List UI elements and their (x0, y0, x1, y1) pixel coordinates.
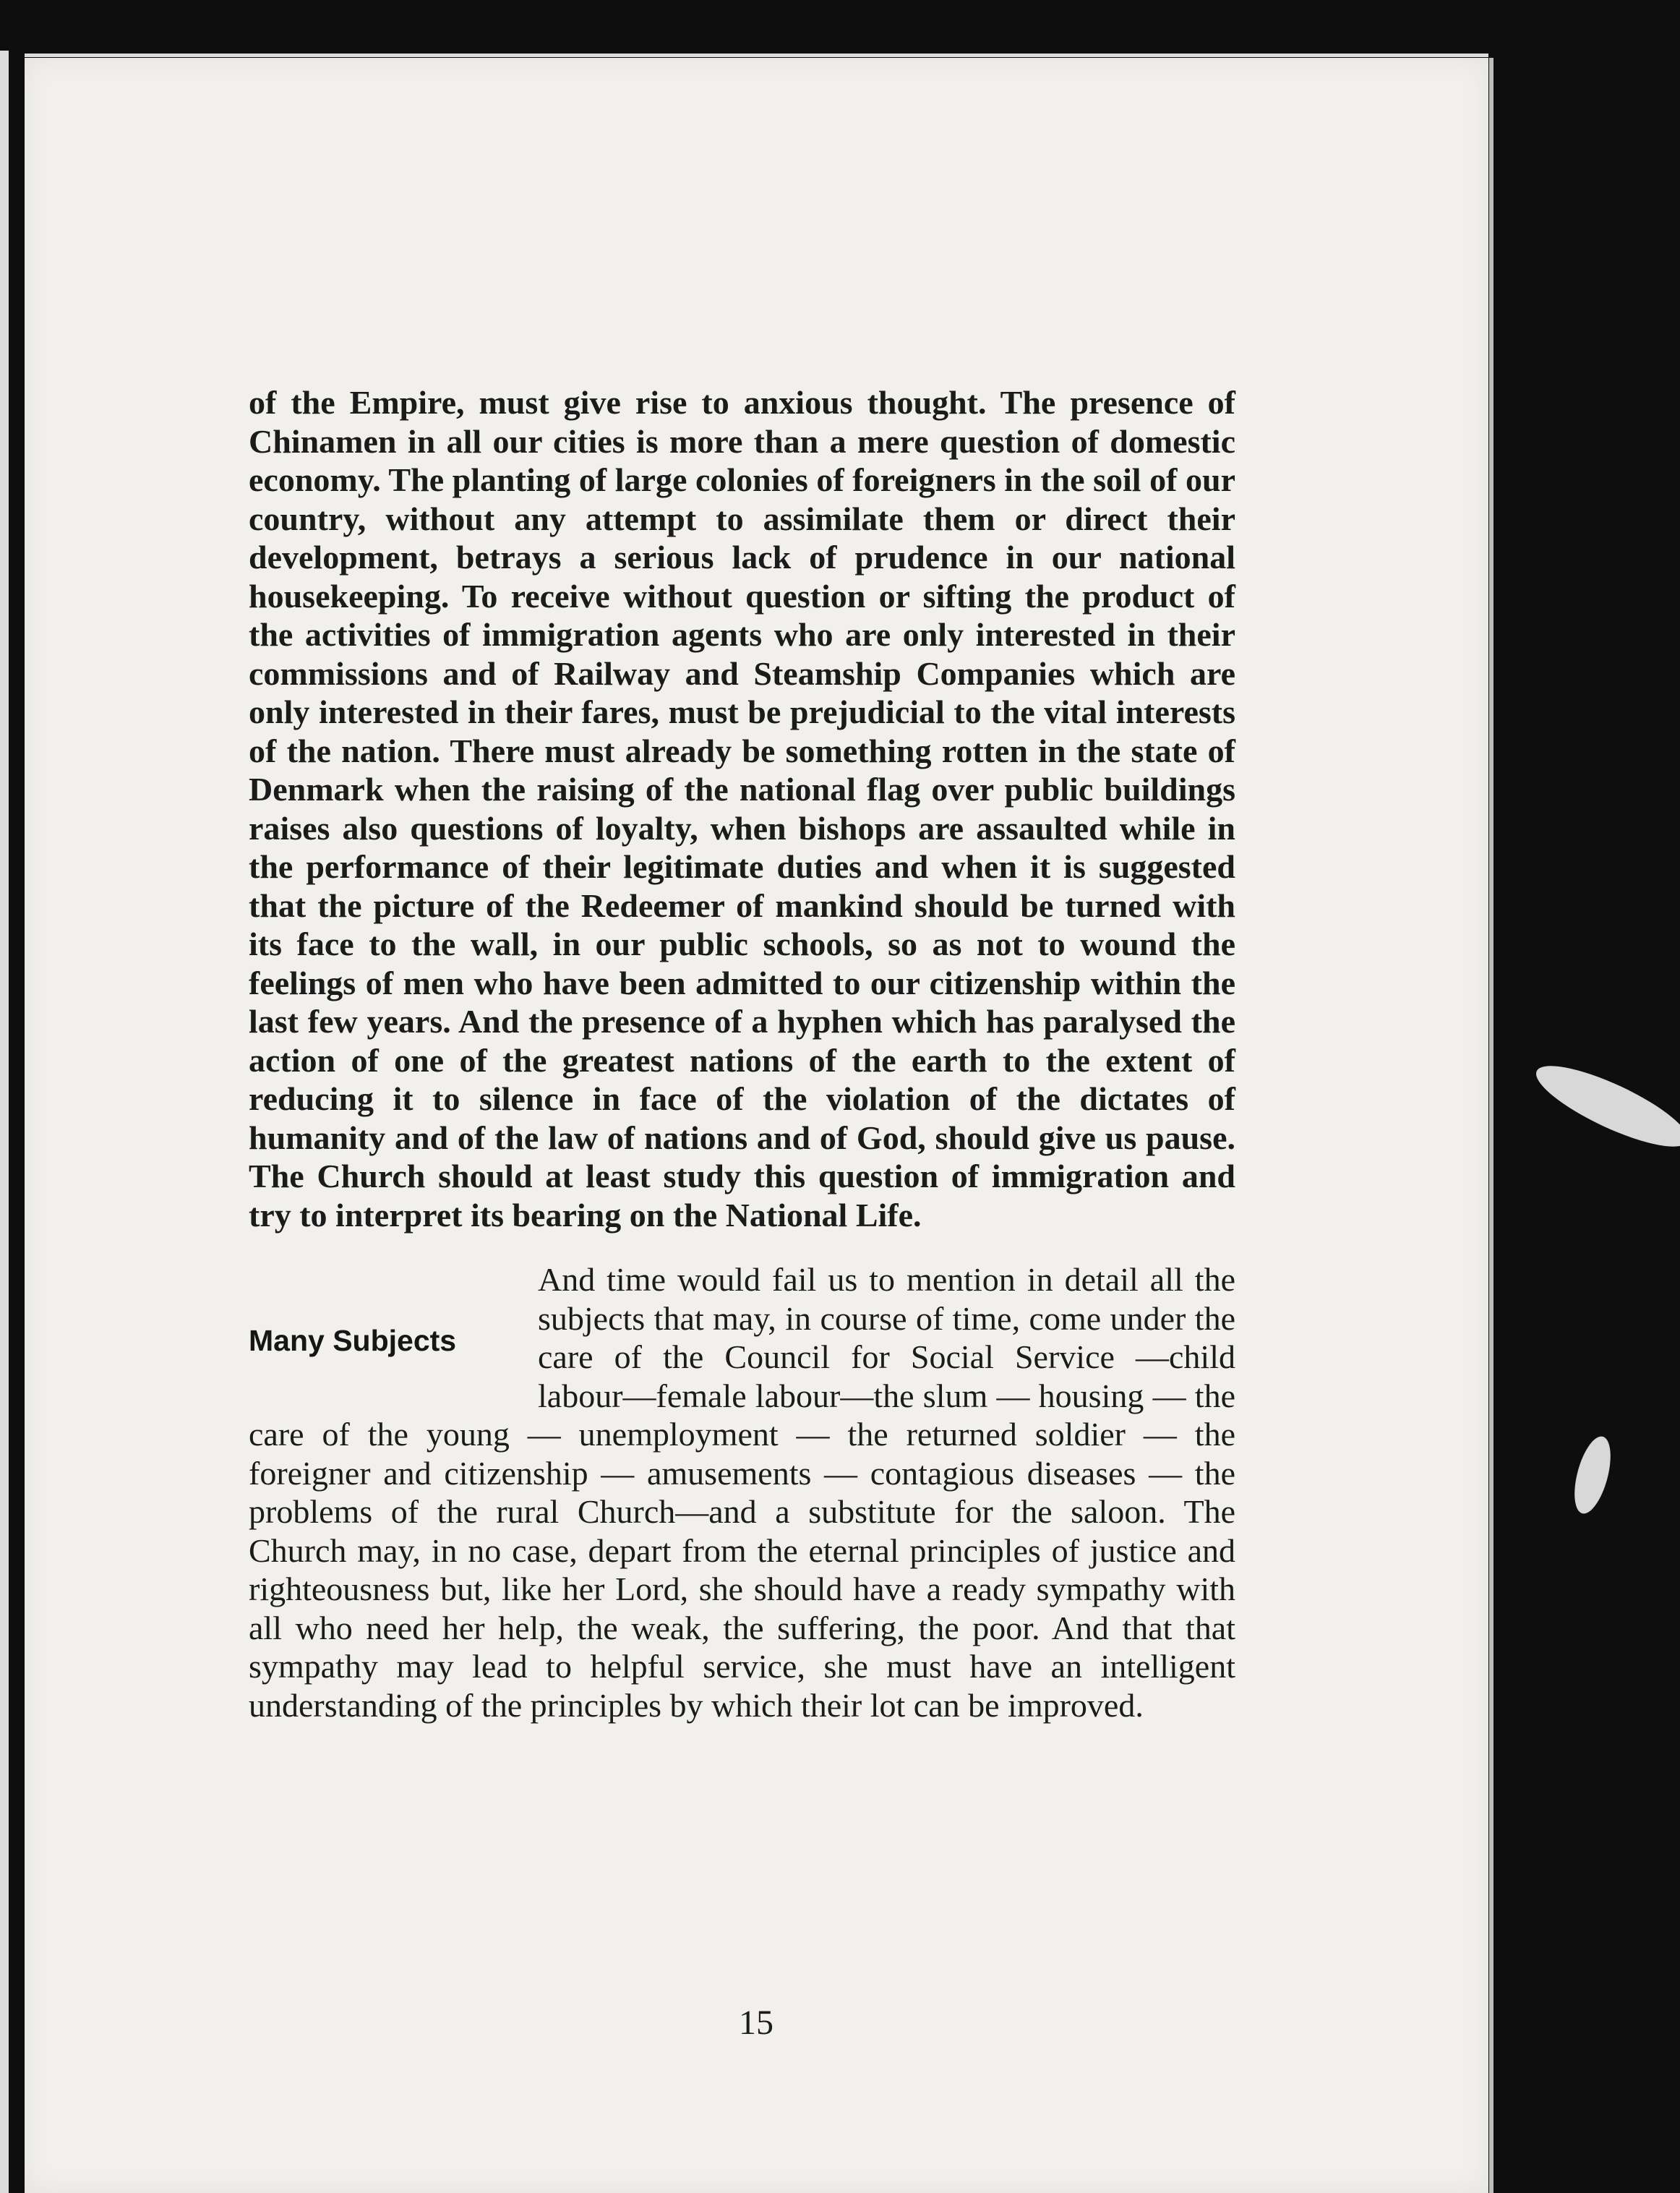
scan-artifact (1567, 1432, 1617, 1517)
document-page (25, 58, 1488, 2193)
left-edge-strip (0, 51, 9, 2193)
scan-artifact (1527, 1051, 1680, 1161)
paragraph-1: of the Empire, must give rise to anxious thought. The presence of Chinamen in all our cities is more than a mere question of domestic economy. The planting of large colonies of foreigners in the soil of our country, without any attempt to assimilate them or direct their development, betrays a serious lack of prudence in our national housekeeping. To receive without question or sifting the product of the activities of immigration agents who are only interested in their commissions and of Railway and Steamship Companies which are only interested in their fares, must be prejudicial to the vital interests of the nation. There must already be something rotten in the state of Denmark when the raising of the national flag over public buildings raises also questions of loyalty, when bishops are assaulted while in the performance of their legitimate duties and when it is suggested that the picture of the Redeemer of mankind should be turned with its face to the wall, in our public schools, so as not to wound the feelings of men who have been admitted to our citizenship within the last few years. And the presence of a hyphen which has paralysed the action of one of the greatest nations of the earth to the extent of reducing it to silence in face of the violation of the dictates of humanity and of the law of nations and of God, should give us pause. The Church should at least study this question of immigration and try to interpret its bearing on the National Life. (249, 384, 1235, 1234)
paragraph-2-text: And time would fail us to mention in detail all the subjects that may, in course of time, come under the care of the Council for Social Service —child labour—female labour—the slum — housing — the care of the young — unemployment — the returned soldier — the foreigner and citizenship — amusements — contagious diseases — the problems of the rural Church—and a substitute for the saloon. The Church may, in no case, depart from the eternal principles of justice and righteousness but, like her Lord, she should have a ready sympathy with all who need her help, the weak, the suffering, the poor. And that that sympathy may lead to helpful service, she must have an intelligent understanding of the principles by which their lot can be improved. (249, 1261, 1235, 1724)
body-text (249, 383, 1235, 1724)
top-edge-strip (25, 54, 1488, 57)
side-heading: Many Subjects (249, 1324, 457, 1358)
right-edge-strip (1489, 58, 1493, 2193)
page-number: 15 (739, 2004, 773, 2042)
